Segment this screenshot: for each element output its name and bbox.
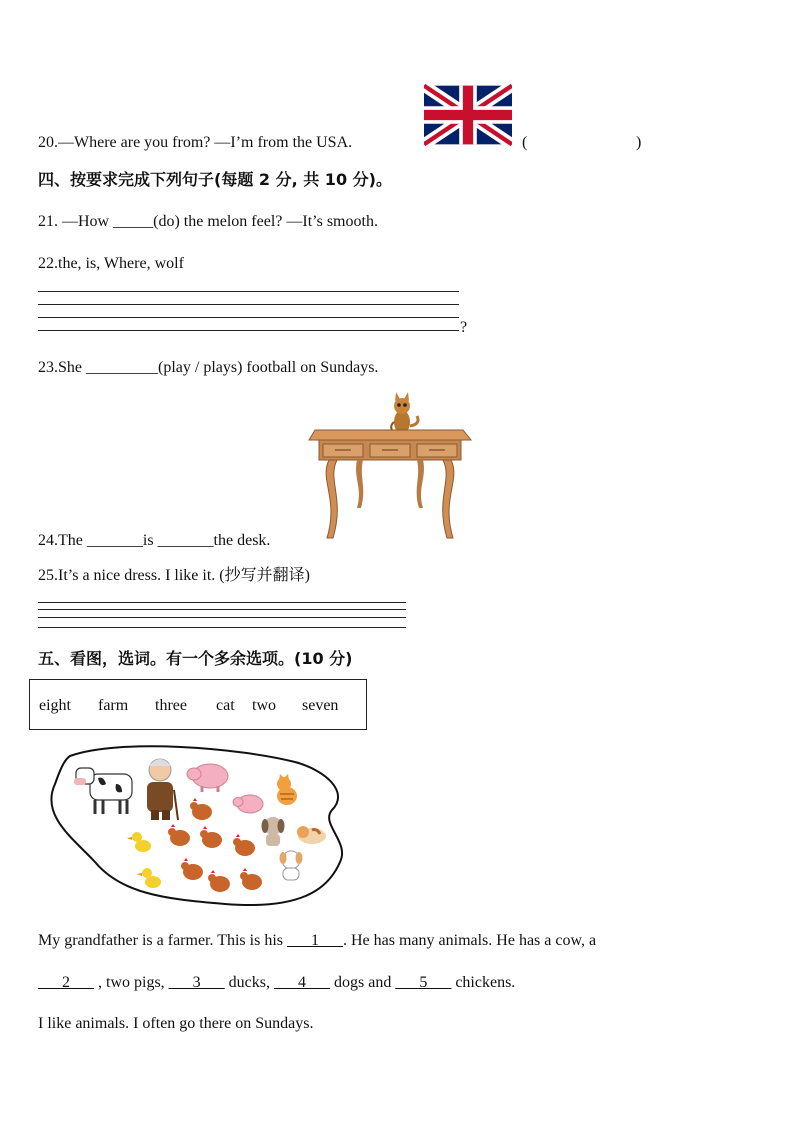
cat-icon [391, 392, 418, 434]
passage-text: , two pigs, [94, 974, 169, 991]
q25-answer-line [38, 609, 406, 610]
section4-heading: 四、按要求完成下列句子(每题 2 分, 共 10 分)。 [38, 170, 392, 189]
q21-text: 21. —How _____(do) the melon feel? —It’s smooth. [38, 213, 378, 230]
word-option: eight [39, 697, 71, 714]
passage-line-2 [38, 973, 515, 993]
section5-heading: 五、看图，选词。有一个多余选项。(10 分) [38, 649, 353, 668]
word-option: farm [98, 697, 129, 714]
passage-text: chickens. [451, 974, 516, 991]
word-bank-box [29, 679, 367, 730]
q25-text: 25.It’s a nice dress. I like it. (抄写并翻译) [38, 567, 310, 584]
word-option: three [155, 697, 187, 714]
q22-answer-line [38, 304, 459, 305]
word-option: seven [302, 697, 339, 714]
q23-text: 23.She _________(play / plays) football on Sundays. [38, 359, 379, 376]
passage-text: . He has many animals. He has a cow, a [342, 932, 597, 949]
word-option: cat [216, 697, 235, 714]
blank-2: ___2___ [38, 974, 94, 991]
q20-answer-paren-open: ( [522, 134, 528, 151]
passage-line-1 [38, 931, 596, 951]
q22-answer-line [38, 317, 459, 318]
uk-flag-image [424, 83, 512, 147]
q20-text: 20.—Where are you from? —I’m from the USA. [38, 134, 353, 151]
passage-text: ducks, [224, 974, 274, 991]
blank-4: ___4___ [274, 974, 330, 991]
farm-animals-image [50, 744, 350, 914]
blank-3: ___3___ [168, 974, 225, 991]
blank-5: ___5___ [395, 974, 452, 991]
q20-answer-paren-close: ) [636, 134, 642, 151]
q22-question-mark: ? [460, 319, 468, 336]
q22-answer-line [38, 291, 459, 292]
passage-line-3: I like animals. I often go there on Sundays. [38, 1015, 314, 1032]
q22-text: 22.the, is, Where, wolf [38, 255, 184, 272]
q25-answer-line [38, 617, 406, 618]
q25-answer-line [38, 627, 406, 628]
desk-with-cat-image [305, 388, 475, 548]
blank-1: ___1___ [286, 932, 343, 949]
q24-text: 24.The _______is _______the desk. [38, 532, 271, 549]
word-option: two [252, 697, 276, 714]
q22-answer-line [38, 330, 459, 331]
q25-answer-line [38, 602, 406, 603]
passage-text: dogs and [330, 974, 396, 991]
passage-text: My grandfather is a farmer. This is his [38, 932, 287, 949]
